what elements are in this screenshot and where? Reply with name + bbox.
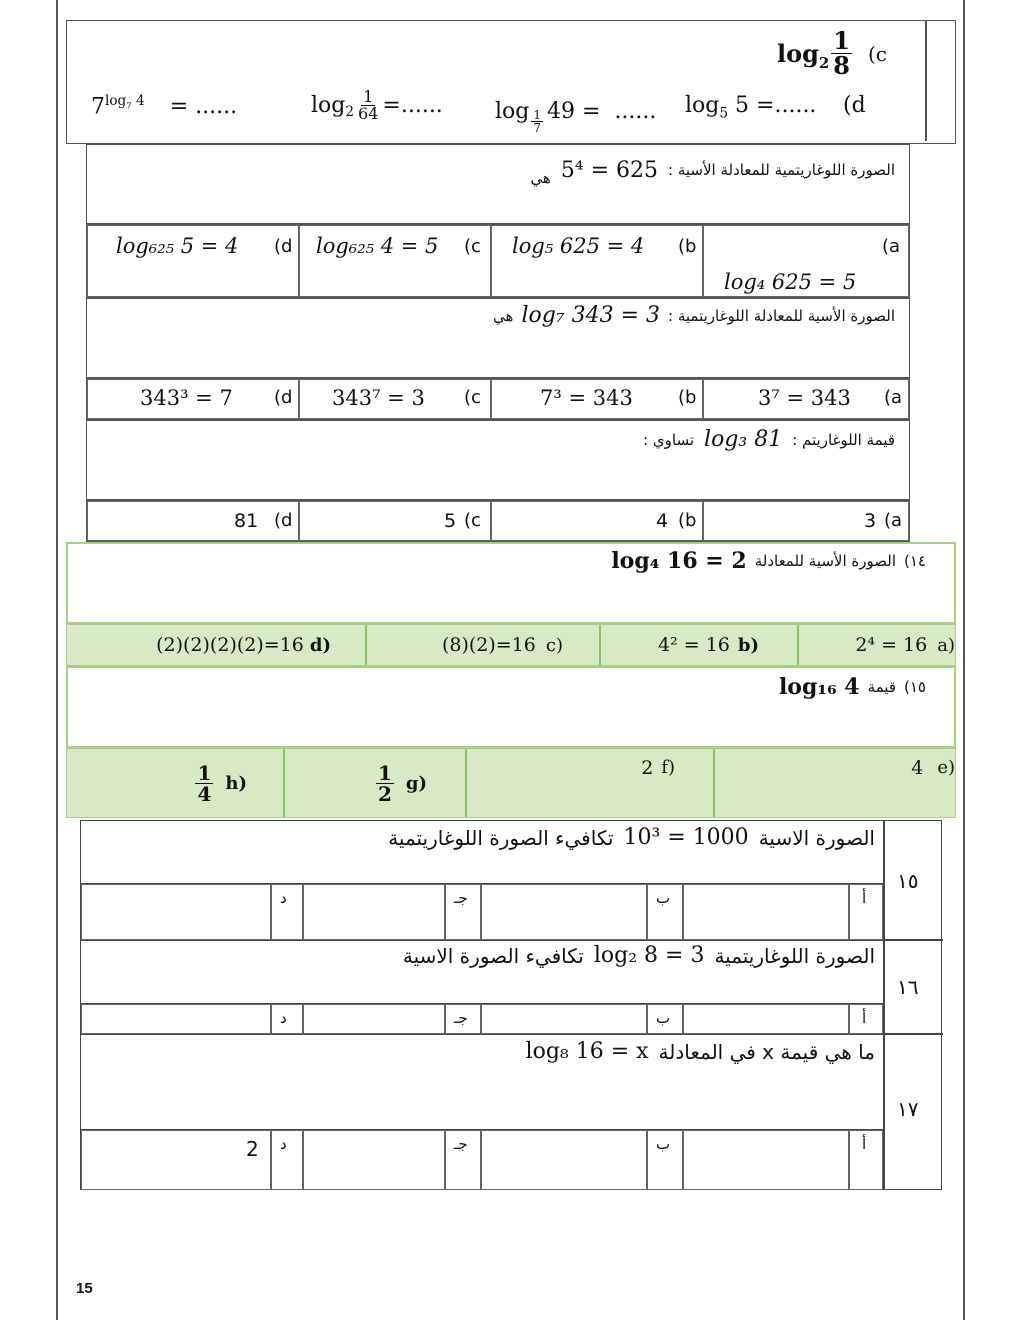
q15-opt-c-label: جـ	[445, 884, 481, 940]
q16-number: ١٦	[897, 975, 919, 999]
q-log-form-options	[86, 224, 910, 298]
top-box	[66, 20, 956, 144]
q-log-value-opt-b[interactable]: 4 (b	[491, 501, 703, 541]
top-c-base: 2	[818, 53, 830, 72]
page-number: 15	[76, 1280, 93, 1297]
q16-opt-a-label: أ	[849, 1004, 883, 1034]
top-c-log: log	[777, 39, 819, 68]
q17-opt-c-blank[interactable]	[303, 1130, 445, 1190]
q-log-form-block	[86, 144, 910, 224]
q15a-block	[66, 666, 956, 748]
q-exp-form-options	[86, 378, 910, 420]
top-c-fraction: $\frac{1}{8}$	[833, 26, 850, 80]
q15-opt-b-blank[interactable]	[481, 884, 647, 940]
q17-opt-a-blank[interactable]	[683, 1130, 849, 1190]
q17-opt-d-label: د	[271, 1130, 303, 1190]
q14-question: ١٤) الصورة الأسية للمعادلة log₄ 16 = 2	[611, 548, 926, 574]
q15a-opt-e[interactable]: 4 (e	[911, 757, 955, 779]
q15-answer-row	[81, 883, 883, 939]
q-exp-form-question: الصورة الأسية للمعادلة اللوغاريتمية : log₇ 343 = 3 هي	[493, 303, 895, 328]
q15-opt-d-blank[interactable]	[81, 884, 271, 940]
q14-opt-d[interactable]: (2)(2)(2)(2)=16 (d	[67, 625, 367, 665]
q15-opt-a-blank[interactable]	[683, 884, 849, 940]
q15-opt-b-label: ب	[647, 884, 683, 940]
q15-opt-d-label: د	[271, 884, 303, 940]
top-row-c	[777, 26, 887, 80]
top-d-label: (d	[843, 93, 866, 118]
q15-number: ١٥	[897, 869, 919, 893]
q17-opt-c-label: جـ	[445, 1130, 481, 1190]
q-log-form-opt-d[interactable]: log₆₂₅ 5 = 4 (d	[87, 225, 299, 297]
q-exp-form-opt-d[interactable]: 343³ = 7 (d	[87, 379, 299, 419]
top-box-inner-divider	[925, 21, 927, 141]
q15-opt-a-label: أ	[849, 884, 883, 940]
q14-opt-a[interactable]: 2⁴ = 16 (a	[855, 634, 955, 656]
q15a-opt-g[interactable]: $\frac{1}{2}$ (g	[249, 749, 467, 817]
page-left-border	[56, 0, 58, 1320]
q-log-form-opt-a[interactable]: (a log₄ 625 = 5	[703, 225, 909, 297]
q17-opt-a-label: أ	[849, 1130, 883, 1190]
q-exp-form-block	[86, 298, 910, 378]
q16-opt-d-label: د	[271, 1004, 303, 1034]
q14-block	[66, 542, 956, 624]
q-log-value-opt-c[interactable]: 5 (c	[299, 501, 491, 541]
top-d-item-c: log $\frac{1}{7}$ 49 = ......	[495, 99, 657, 135]
number-col-divider	[883, 821, 885, 1189]
top-c-label: (c	[867, 41, 887, 66]
q15-opt-c-blank[interactable]	[303, 884, 445, 940]
q16-opt-c-label: جـ	[445, 1004, 481, 1034]
q17-number: ١٧	[897, 1097, 919, 1121]
q14-options	[66, 624, 956, 666]
top-d-item-d: $\log_5 5$ =......	[685, 93, 817, 122]
q-exp-form-opt-a[interactable]: 3⁷ = 343 (a	[703, 379, 909, 419]
q16-opt-b-blank[interactable]	[481, 1004, 647, 1034]
q16-opt-a-blank[interactable]	[683, 1004, 849, 1034]
q-log-value-block	[86, 420, 910, 500]
q17-opt-b-label: ب	[647, 1130, 683, 1190]
top-d-item-a: $7^{log_7 4}$ = ......	[91, 93, 238, 120]
q-log-value-question: قيمة اللوغاريتم : log₃ 81 تساوي :	[643, 427, 895, 452]
q-log-form-question: الصورة اللوغاريتمية للمعادلة الأسية : 5⁴ = 625 هي	[530, 157, 895, 187]
q16-question: الصورة اللوغاريتمية log₂ 8 = 3 تكافيء الصورة الاسية	[402, 943, 875, 968]
q17-opt-b-blank[interactable]	[481, 1130, 647, 1190]
q14-opt-b[interactable]: 4² = 16 (b	[565, 625, 799, 665]
q16-opt-b-label: ب	[647, 1004, 683, 1034]
q-log-value-opt-a[interactable]: 3 (a	[703, 501, 909, 541]
q15a-opt-f[interactable]: 2 (f	[429, 749, 715, 817]
q15a-question: ١٥) قيمة log₁₆ 4	[778, 674, 926, 700]
q16-opt-c-blank[interactable]	[303, 1004, 445, 1034]
q-log-value-options	[86, 500, 910, 542]
top-d-item-b: log $_2$ $\frac{1}{64}$ =......	[311, 87, 443, 123]
q17-question: ما هي قيمة x في المعادلة log₈ 16 = x	[525, 1039, 875, 1064]
q16-answer-row	[81, 1003, 883, 1033]
bottom-table	[80, 820, 942, 1190]
q15a-options	[66, 748, 956, 818]
q-log-form-opt-c[interactable]: log₆₂₅ 4 = 5 (c	[299, 225, 491, 297]
q17-opt-d-blank[interactable]	[81, 1130, 271, 1190]
q17-d-answer: 2	[246, 1137, 259, 1161]
q17-answer-row	[81, 1129, 883, 1189]
q-log-value-opt-d[interactable]: 81 (d	[87, 501, 299, 541]
q-log-form-opt-b[interactable]: log₅ 625 = 4 (b	[491, 225, 703, 297]
q15-question: الصورة الاسية 10³ = 1000 تكافيء الصورة اللوغاريتمية	[388, 825, 875, 850]
q14-opt-c[interactable]: (8)(2)=16 (c	[333, 625, 601, 665]
q-exp-form-opt-b[interactable]: 7³ = 343 (b	[491, 379, 703, 419]
q15a-opt-h[interactable]: $\frac{1}{4}$ (h	[67, 749, 285, 817]
q16-opt-d-blank[interactable]	[81, 1004, 271, 1034]
q-exp-form-opt-c[interactable]: 343⁷ = 3 (c	[299, 379, 491, 419]
